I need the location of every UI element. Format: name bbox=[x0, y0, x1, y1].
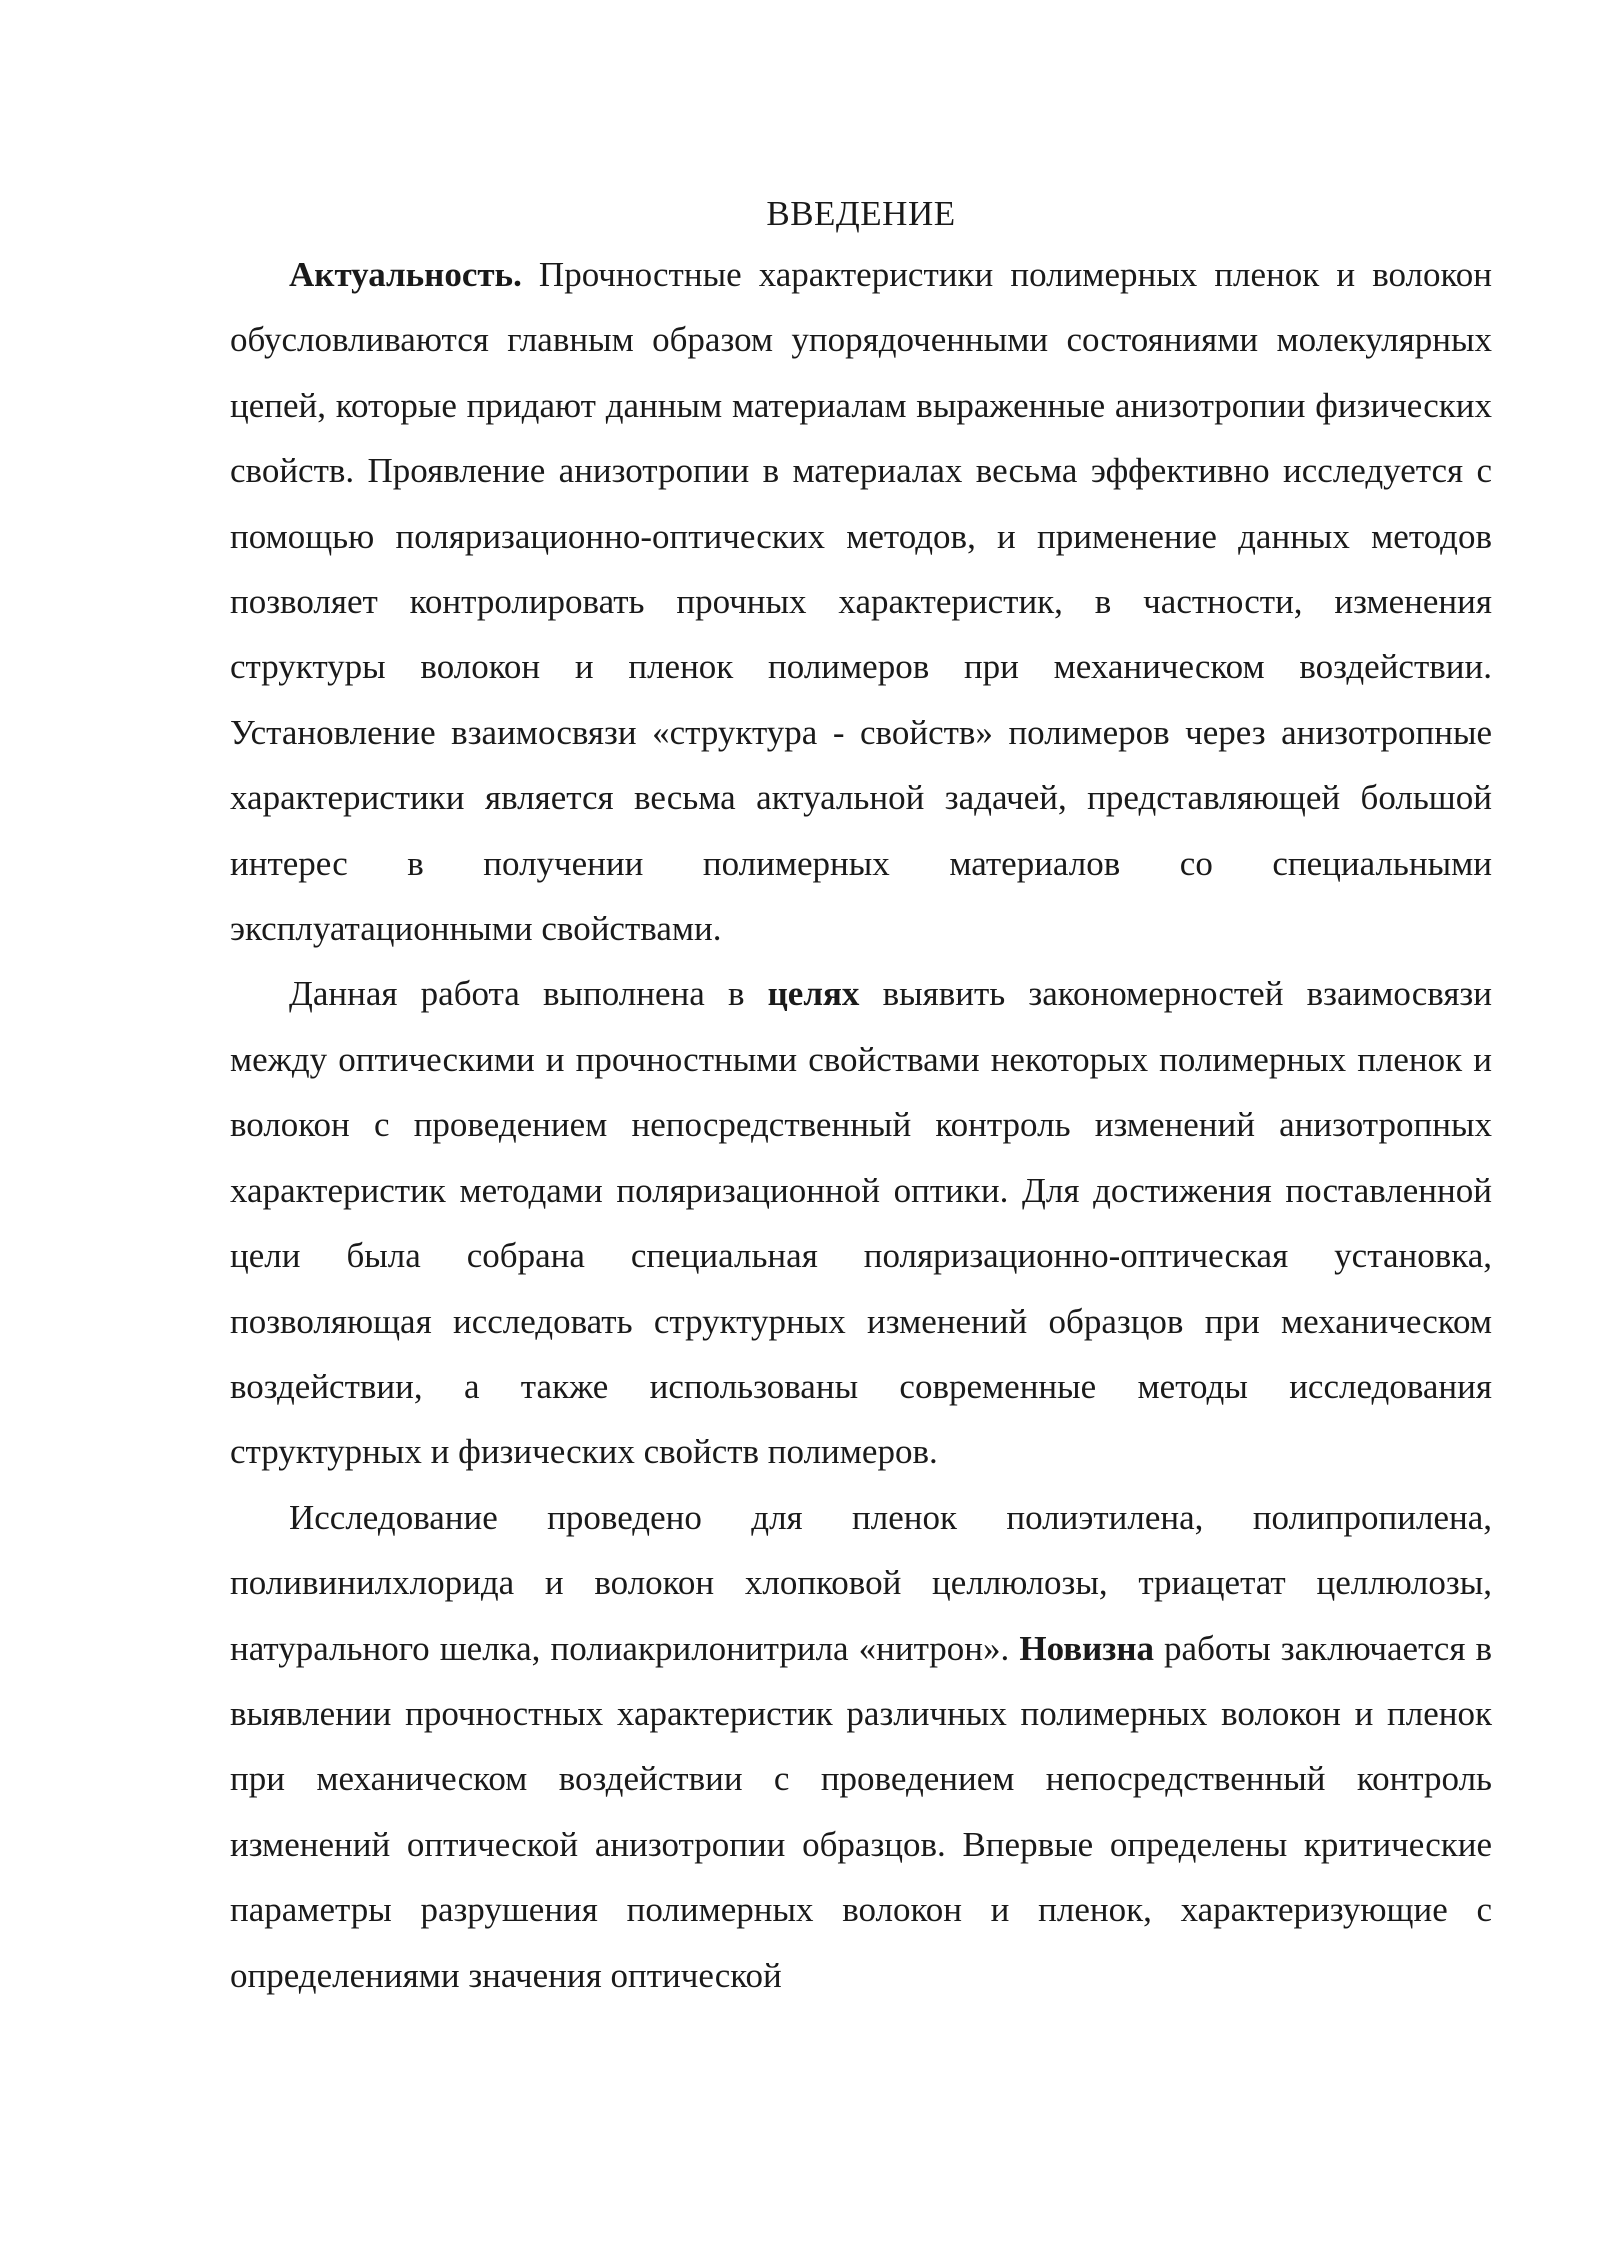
paragraph-text: Данная работа выполнена в bbox=[289, 974, 768, 1014]
paragraph-novelty bbox=[230, 1485, 1492, 2008]
bold-term-novelty: Новизна bbox=[1019, 1628, 1154, 1668]
paragraph-text: выявить закономерностей взаимосвязи между оптическими и прочностными свойствами некоторых полимерных пленок и волокон с проведением непосредственный контроль изменений анизотропных характеристик методами поляризационной оптики. Для достижения поставленной цели была собрана специальная поляризационно-оптическая установка, позволяющая исследовать структурных изменений образцов при механическом воздействии, а также использованы современные методы исследования структурных и физических свойств полимеров. bbox=[230, 974, 1492, 1472]
page-title: ВВЕДЕНИЕ bbox=[766, 194, 956, 233]
bold-term-relevance: Актуальность. bbox=[289, 255, 522, 294]
bold-term-goals: целях bbox=[767, 974, 860, 1014]
paragraph-text: Исследование проведено для пленок полиэтилена, полипропилена, поливинилхлорида и волокон хлопковой целлюлозы, триацетат целлюлозы, натурального шелка, полиакрилонитрила «нитрон». bbox=[230, 1497, 1492, 1668]
paragraph-text: работы заключается в выявлении прочностных характеристик различных полимерных волокон и пленок при механическом воздействии с проведением непосредственный контроль изменений оптической анизотропии образцов. Впервые определены критические параметры разрушения полимерных волокон и пленок, характеризующие с определениями значения оптической bbox=[230, 1628, 1493, 1995]
paragraph-goals bbox=[230, 961, 1492, 1484]
paragraph-text: Прочностные характеристики полимерных пленок и волокон обусловливаются главным образом упорядоченными состояниями молекулярных цепей, которые придают данным материалам выраженные анизотропии физических свойств. Проявление анизотропии в материалах весьма эффективно исследуется с помощью поляризационно-оптических методов, и применение данных методов позволяет контролировать прочных характеристик, в частности, изменения структуры волокон и пленок полимеров при механическом воздействии. Установление взаимосвязи «структура - свойств» полимеров через анизотропные характеристики является весьма актуальной задачей, представляющей большой интерес в получении полимерных материалов со специальными эксплуатационными свойствами. bbox=[230, 255, 1492, 949]
paragraph-relevance bbox=[230, 242, 1492, 961]
document-body bbox=[230, 186, 1492, 2008]
